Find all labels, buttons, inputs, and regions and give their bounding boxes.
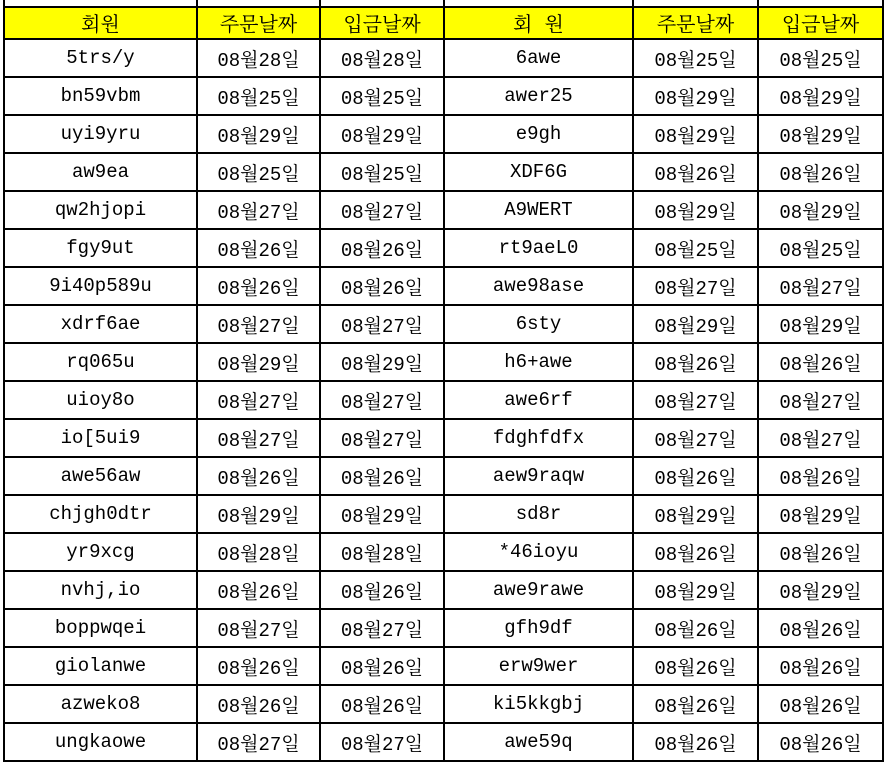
deposit-date-cell[interactable]: 08월29일: [758, 571, 883, 609]
member-cell[interactable]: azweko8: [4, 685, 197, 723]
member-cell[interactable]: sd8r: [444, 495, 633, 533]
deposit-date-cell[interactable]: 08월27일: [320, 381, 444, 419]
deposit-date-cell[interactable]: 08월27일: [758, 419, 883, 457]
table-row: [4, 419, 883, 457]
deposit-date-cell[interactable]: 08월25일: [320, 77, 444, 115]
member-cell[interactable]: 9i40p589u: [4, 267, 197, 305]
member-cell[interactable]: uyi9yru: [4, 115, 197, 153]
member-cell[interactable]: *46ioyu: [444, 533, 633, 571]
member-cell[interactable]: awe98ase: [444, 267, 633, 305]
deposit-date-cell[interactable]: 08월29일: [758, 77, 883, 115]
member-cell[interactable]: gfh9df: [444, 609, 633, 647]
partial-cell[interactable]: [320, 0, 444, 7]
order-date-cell[interactable]: 08월29일: [633, 115, 758, 153]
deposit-date-cell[interactable]: 08월26일: [758, 153, 883, 191]
deposit-date-cell[interactable]: 08월29일: [758, 495, 883, 533]
partial-cell[interactable]: [4, 0, 197, 7]
deposit-date-cell[interactable]: 08월29일: [758, 305, 883, 343]
deposit-date-cell[interactable]: 08월27일: [758, 267, 883, 305]
order-date-cell[interactable]: 08월26일: [633, 723, 758, 761]
member-cell[interactable]: xdrf6ae: [4, 305, 197, 343]
deposit-date-cell[interactable]: 08월27일: [320, 191, 444, 229]
order-date-cell[interactable]: 08월26일: [197, 267, 320, 305]
table-row: [4, 723, 883, 761]
partial-cell[interactable]: [633, 0, 758, 7]
order-date-cell[interactable]: 08월26일: [197, 457, 320, 495]
member-cell[interactable]: ungkaowe: [4, 723, 197, 761]
table-row: [4, 77, 883, 115]
deposit-date-header[interactable]: 입금날짜: [758, 7, 883, 39]
order-date-cell[interactable]: 08월26일: [633, 685, 758, 723]
order-date-cell[interactable]: 08월27일: [197, 609, 320, 647]
order-date-header[interactable]: 주문날짜: [197, 7, 320, 39]
deposit-date-cell[interactable]: 08월26일: [320, 647, 444, 685]
member-header[interactable]: 회 원: [444, 7, 633, 39]
deposit-date-cell[interactable]: 08월29일: [320, 115, 444, 153]
deposit-date-cell[interactable]: 08월28일: [320, 533, 444, 571]
order-date-cell[interactable]: 08월26일: [633, 153, 758, 191]
partial-cell[interactable]: [444, 0, 633, 7]
orders-table: [3, 0, 884, 762]
order-date-cell[interactable]: 08월27일: [633, 381, 758, 419]
deposit-date-cell[interactable]: 08월26일: [320, 457, 444, 495]
order-date-cell[interactable]: 08월29일: [633, 305, 758, 343]
member-cell[interactable]: giolanwe: [4, 647, 197, 685]
member-cell[interactable]: awe9rawe: [444, 571, 633, 609]
deposit-date-cell[interactable]: 08월26일: [758, 647, 883, 685]
order-date-cell[interactable]: 08월27일: [197, 723, 320, 761]
member-header[interactable]: 회원: [4, 7, 197, 39]
deposit-date-cell[interactable]: 08월27일: [320, 419, 444, 457]
member-cell[interactable]: rt9aeL0: [444, 229, 633, 267]
member-cell[interactable]: ki5kkgbj: [444, 685, 633, 723]
table-row: [4, 39, 883, 77]
table-row: [4, 571, 883, 609]
table-row: [4, 343, 883, 381]
table-row: [4, 191, 883, 229]
deposit-date-cell[interactable]: 08월29일: [758, 115, 883, 153]
deposit-date-cell[interactable]: 08월26일: [758, 457, 883, 495]
deposit-date-cell[interactable]: 08월25일: [320, 153, 444, 191]
order-date-cell[interactable]: 08월26일: [197, 229, 320, 267]
member-cell[interactable]: XDF6G: [444, 153, 633, 191]
order-date-cell[interactable]: 08월29일: [633, 495, 758, 533]
table-row: [4, 305, 883, 343]
order-date-cell[interactable]: 08월26일: [633, 609, 758, 647]
order-date-cell[interactable]: 08월27일: [197, 381, 320, 419]
deposit-date-cell[interactable]: 08월26일: [320, 685, 444, 723]
deposit-date-cell[interactable]: 08월27일: [320, 609, 444, 647]
member-cell[interactable]: boppwqei: [4, 609, 197, 647]
order-date-cell[interactable]: 08월27일: [197, 305, 320, 343]
order-date-cell[interactable]: 08월27일: [197, 191, 320, 229]
spreadsheet-grid: [3, 0, 884, 762]
member-cell[interactable]: uioy8o: [4, 381, 197, 419]
member-cell[interactable]: erw9wer: [444, 647, 633, 685]
order-date-cell[interactable]: 08월29일: [197, 495, 320, 533]
order-date-cell[interactable]: 08월26일: [633, 533, 758, 571]
deposit-date-cell[interactable]: 08월27일: [320, 305, 444, 343]
deposit-date-cell[interactable]: 08월26일: [320, 229, 444, 267]
order-date-cell[interactable]: 08월29일: [197, 343, 320, 381]
order-date-cell[interactable]: 08월29일: [197, 115, 320, 153]
order-date-cell[interactable]: 08월29일: [633, 571, 758, 609]
member-cell[interactable]: 6sty: [444, 305, 633, 343]
member-cell[interactable]: awer25: [444, 77, 633, 115]
deposit-date-cell[interactable]: 08월26일: [320, 571, 444, 609]
member-cell[interactable]: qw2hjopi: [4, 191, 197, 229]
member-cell[interactable]: io[5ui9: [4, 419, 197, 457]
orders-table-body: [4, 0, 883, 761]
member-cell[interactable]: bn59vbm: [4, 77, 197, 115]
deposit-date-cell[interactable]: 08월26일: [758, 343, 883, 381]
order-date-cell[interactable]: 08월26일: [197, 571, 320, 609]
member-cell[interactable]: nvhj,io: [4, 571, 197, 609]
table-row: [4, 153, 883, 191]
deposit-date-cell[interactable]: 08월25일: [758, 39, 883, 77]
order-date-cell[interactable]: 08월25일: [197, 77, 320, 115]
deposit-date-cell[interactable]: 08월27일: [320, 723, 444, 761]
deposit-date-cell[interactable]: 08월27일: [758, 381, 883, 419]
partial-cell[interactable]: [758, 0, 883, 7]
order-date-cell[interactable]: 08월26일: [633, 343, 758, 381]
partial-row-top: [4, 0, 883, 7]
deposit-date-cell[interactable]: 08월29일: [320, 495, 444, 533]
deposit-date-cell[interactable]: 08월26일: [320, 267, 444, 305]
order-date-cell[interactable]: 08월27일: [633, 267, 758, 305]
deposit-date-cell[interactable]: 08월26일: [758, 685, 883, 723]
member-cell[interactable]: 5trs/y: [4, 39, 197, 77]
order-date-cell[interactable]: 08월27일: [633, 419, 758, 457]
member-cell[interactable]: aew9raqw: [444, 457, 633, 495]
deposit-date-cell[interactable]: 08월28일: [320, 39, 444, 77]
deposit-date-cell[interactable]: 08월26일: [758, 609, 883, 647]
deposit-date-cell[interactable]: 08월29일: [758, 191, 883, 229]
order-date-header[interactable]: 주문날짜: [633, 7, 758, 39]
order-date-cell[interactable]: 08월28일: [197, 533, 320, 571]
member-cell[interactable]: 6awe: [444, 39, 633, 77]
member-cell[interactable]: awe6rf: [444, 381, 633, 419]
member-cell[interactable]: chjgh0dtr: [4, 495, 197, 533]
table-row: [4, 609, 883, 647]
order-date-cell[interactable]: 08월25일: [197, 153, 320, 191]
table-row: [4, 533, 883, 571]
member-cell[interactable]: fgy9ut: [4, 229, 197, 267]
member-cell[interactable]: h6+awe: [444, 343, 633, 381]
header-row: [4, 7, 883, 39]
member-cell[interactable]: fdghfdfx: [444, 419, 633, 457]
deposit-date-cell[interactable]: 08월26일: [758, 723, 883, 761]
deposit-date-cell[interactable]: 08월26일: [758, 533, 883, 571]
deposit-date-cell[interactable]: 08월29일: [320, 343, 444, 381]
order-date-cell[interactable]: 08월28일: [197, 39, 320, 77]
table-row: [4, 457, 883, 495]
table-row: [4, 267, 883, 305]
order-date-cell[interactable]: 08월26일: [633, 647, 758, 685]
order-date-cell[interactable]: 08월25일: [633, 229, 758, 267]
partial-cell[interactable]: [197, 0, 320, 7]
member-cell[interactable]: e9gh: [444, 115, 633, 153]
member-cell[interactable]: aw9ea: [4, 153, 197, 191]
table-row: [4, 495, 883, 533]
member-cell[interactable]: yr9xcg: [4, 533, 197, 571]
member-cell[interactable]: awe59q: [444, 723, 633, 761]
table-row: [4, 647, 883, 685]
order-date-cell[interactable]: 08월29일: [633, 191, 758, 229]
order-date-cell[interactable]: 08월27일: [197, 419, 320, 457]
table-row: [4, 381, 883, 419]
deposit-date-cell[interactable]: 08월25일: [758, 229, 883, 267]
order-date-cell[interactable]: 08월25일: [633, 39, 758, 77]
order-date-cell[interactable]: 08월29일: [633, 77, 758, 115]
deposit-date-header[interactable]: 입금날짜: [320, 7, 444, 39]
table-row: [4, 229, 883, 267]
order-date-cell[interactable]: 08월26일: [197, 685, 320, 723]
member-cell[interactable]: rq065u: [4, 343, 197, 381]
order-date-cell[interactable]: 08월26일: [633, 457, 758, 495]
table-row: [4, 115, 883, 153]
member-cell[interactable]: awe56aw: [4, 457, 197, 495]
table-row: [4, 685, 883, 723]
member-cell[interactable]: A9WERT: [444, 191, 633, 229]
order-date-cell[interactable]: 08월26일: [197, 647, 320, 685]
